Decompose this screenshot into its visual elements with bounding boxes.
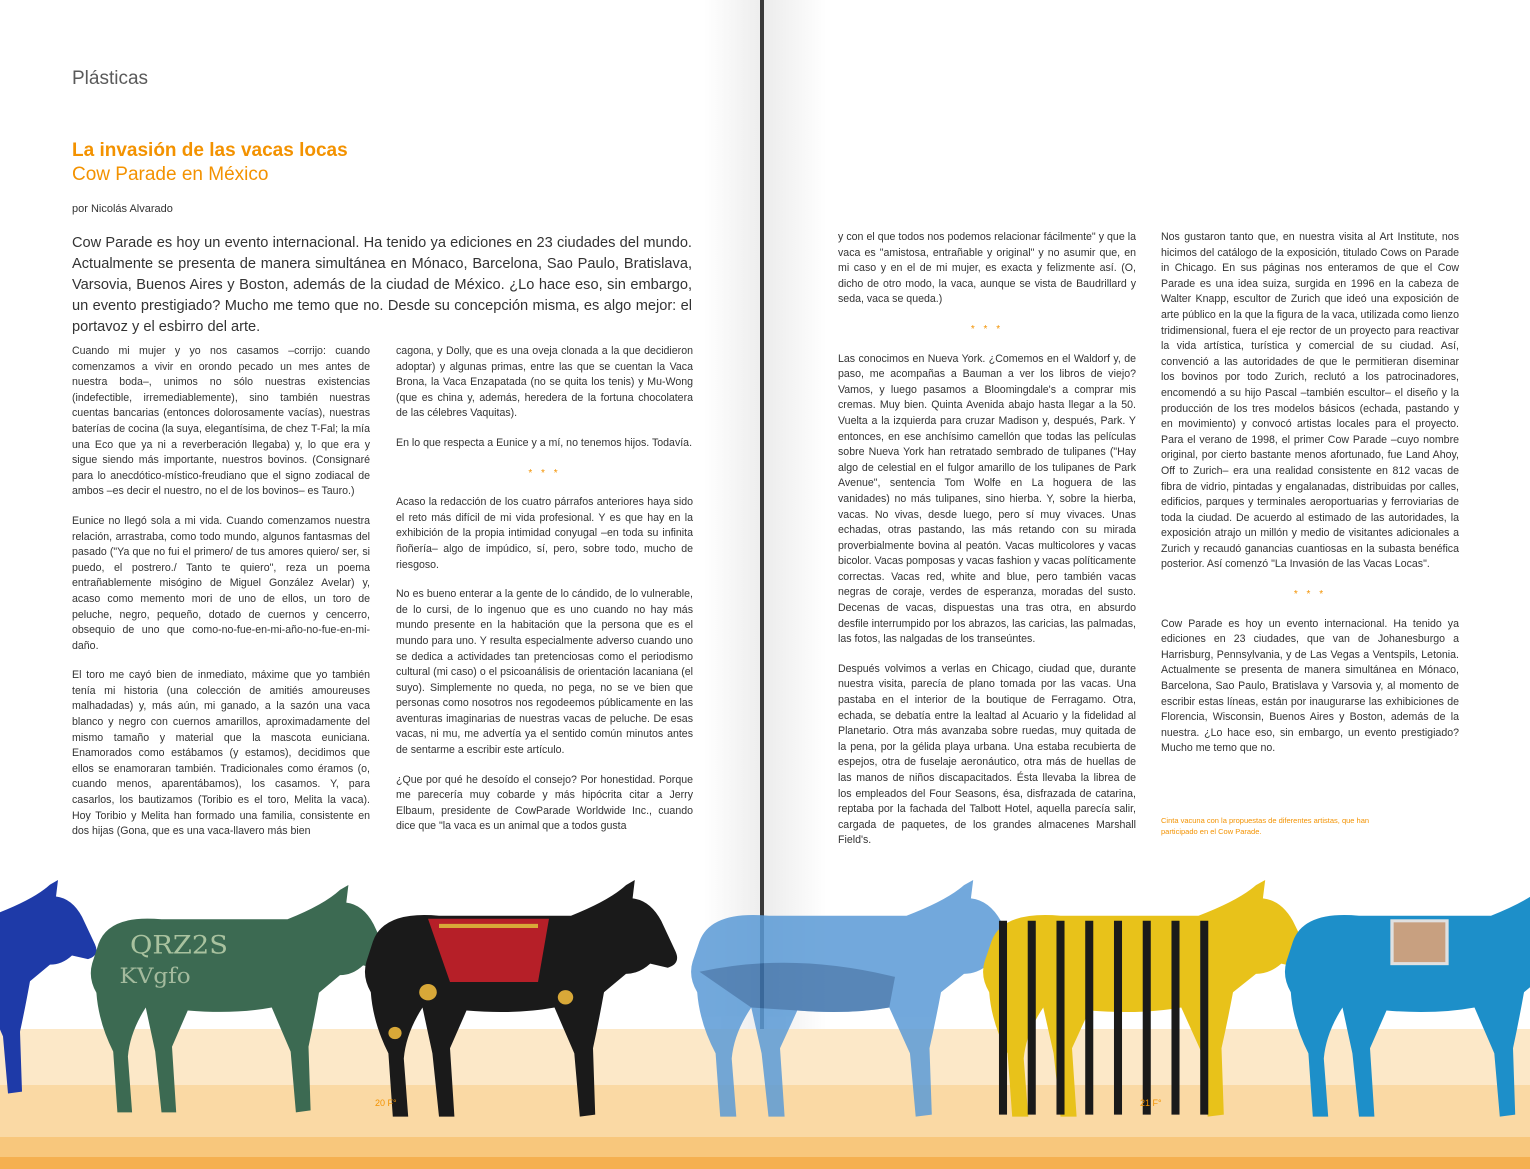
paragraph: Nos gustaron tanto que, en nuestra visita al Art Institute, nos hicimos del catálogo de la exposición, titulado Cows on Parade in Chicago. En sus páginas nos enteramos de que el Cow Parade es una idea suiza, surgida en 1996 en la cabeza de Walter Knapp, escultor de Zurich que ideó una exposición de arte público en la que la figura de la vaca, utilizada como lienzo tridimensional, fuera el eje rector de un proyecto para reactivar la vida artística, turística y comercial de su ciudad. Así, convenció a las autoridades de que le permitieran diseminar los bovinos por todo Zurich, reclutó a los patrocinadores, encomendó a su hijo Pascal –también escultor– el diseño y la producción de los tres modelos básicos (echada, pastando y en movimiento) y convocó artistas locales para el proyecto. Para el verano de 1998, el primer Cow Parade –cuyo nombre original, por cierto bastante menos afortunado, fue Land Ahoy, Off to Zurich– era una realidad consistente en 812 vacas de fibra de vidrio, pintadas y engalanadas, distribuidas por calles, edificios, parques y terminales aeroportuarias y ferroviarias de toda la ciudad. De acuerdo al estimado de las autoridades, la exposición atrajo un millón y medio de visitantes adicionales a Zurich y recaudó ganancias cuantiosas en la subasta benéfica posterior. Así comenzó "La Invasión de las Vacas Locas". [1161,231,1459,571]
cow-figure-2 [91,885,389,1112]
paragraph: Cuando mi mujer y yo nos casamos –corrijo: cuando comenzamos a vivir en orondo pecado un mes antes de nuestra boda–, unimos no sólo nuestras existencias (indefectible, irremediablemente), sino también nuestras cuentas bancarias (entonces dolorosamente vacías), nuestras baterías de cocina (la suya, elegantísima, de chez T-Fal; la mía una Eco que ya ni a reverberación llegaba) y, lo que era y sigue siendo más importante, nuestros bovinos. (Consignaré para lo anecdótico-místico-freudiano que el signo zodiacal de ambos –es decir el nuestro, no el de los bovinos– es Tauro.) [72,345,370,498]
cow-parade-illustration [0,860,1530,1120]
paragraph: Después volvimos a verlas en Chicago, ciudad que, durante nuestra visita, parecía de plano tomada por las vacas. Una pastaba en el interior de la boutique de Ferragamo. Otra, echada, se debatía entre la lealtad al Acuario y la fidelidad al Planetario. Otra más avanzaba sobre ruedas, muy quitada de la pena, por la gélida playa urbana. Una estaba recubierta de espejos, otra de fuselaje aeronáutico, otra más de huellas de las manos de niños discapacitados. Ésta llevaba la librea de los empleados del Four Seasons, ésa, disfrazada de catarina, reptaba por la fachada del Talbott Hotel, aquella parecía salir, cargada de paquetes, de los grandes almacenes Marshall Field's. [838,662,1136,847]
column-3 [838,230,1136,863]
paragraph: ¿Que por qué he desoído el consejo? Por honestidad. Porque me parecería muy cobarde y más hipócrita citar a Jerry Elbaum, presidente de CowParade Worldwide Inc., cuando dice que "la vaca es un animal que a todos gusta [396,773,693,833]
cow-figure-4 [691,880,1017,1117]
paragraph: Cow Parade es hoy un evento internacional. Ha tenido ya ediciones en 23 ciudades, que van de Johanesburgo a Harrisburg, Pennsylvania, y de Las Vegas a Ventspils, Letonia. Actualmente se presenta de manera simultánea en Mónaco, Barcelona, Sao Paulo, Bratislava y Varsovia y, al momento de escribir estas líneas, están por inaugurarse las exhibiciones de Florencia, Wisconsin, Buenos Aires y Boston, además de la nuestra. ¿Lo hace eso, sin embargo, un evento prestigiado? Mucho me temo que no. [1161,617,1459,755]
photo-caption: Cinta vacuna con la propuestas de diferentes artistas, que han participado en el Cow Parade. [1161,816,1370,836]
cow-figure-1 [0,880,96,1093]
section-divider-stars: * * * [970,323,1004,335]
article-subtitle: Cow Parade en México [72,164,269,185]
section-label: Plásticas [72,68,149,89]
paragraph: Acaso la redacción de los cuatro párrafos anteriores haya sido el reto más difícil de mi vida profesional. Y es que hay en la exhibición de la propia intimidad conyugal –en toda su infinita ñoñería– algo de impúdico, sí, pero, sobre todo, mucho de riesgoso. [396,496,693,571]
paragraph: El toro me cayó bien de inmediato, máxime que yo también tenía mi historia (una colección de amitiés amoureuses malhadadas) y, más aún, mi ganado, a la sazón una vaca blanco y negro con cuernos amarillos, aproximadamente del mismo tamaño y material que la mascota euniciana. Enamorados como estábamos (y estamos), decidimos que ellos se enamoraran también. Tradicionales como éramos (o, cuando menos, aparentábamos), los casamos. Y, para casarlos, los bautizamos (Toribio es el toro, Melita la vaca). Hoy Toribio y Melita han formado una familia, consistente en dos hijas (Gona, que es una vaca-llavero más bien [72,669,370,838]
lead-paragraph: Cow Parade es hoy un evento internacional. Ha tenido ya ediciones en 23 ciudades del mundo. Actualmente se presenta de manera simultánea en Mónaco, Barcelona, Sao Paulo, Bratislava, Varsovia, Buenos Aires y Boston, además de la ciudad de México. ¿Lo hace eso, sin embargo, un evento prestigiado? Mucho me temo que no. Desde su concepción misma, es algo mejor: el portavoz y el esbirro del arte. [72,235,692,335]
column-1 [72,344,370,854]
paragraph: cagona, y Dolly, que es una oveja clonada a la que decidieron adoptar) y algunas primas, entre las que se cuentan la Vaca Brona, la Vaca Enzapatada (no se quita los tenis) y Mu-Wong (que es china y, además, heredera de la fortuna chocolatera de las célebres Vaquitas). [396,345,693,420]
column-2 [396,344,693,849]
svg-text:KVgfo: KVgfo [119,963,191,989]
paragraph: En lo que respecta a Eunice y a mí, no tenemos hijos. Todavía. [396,436,693,449]
cow-figure-6 [1285,880,1530,1117]
column-4 [1161,230,1459,771]
paragraph: Eunice no llegó sola a mi vida. Cuando comenzamos nuestra relación, arrastraba, como todo mundo, algunos fantasmas del pasado ("Ya que no fui el primero/ de tus amores quiero/ ser, si puedo, el postrero./ Tanto te quiero", reza un poema entrañablemente misógino de Miguel González Avelar) y, acaso como memento mori de uno de ellos, un toro de peluche, negro, pequeño, dotado de cuernos y cencerro, obsequio de uno que como-no-fue-en-mi-año-no-fue-en-mi-daño. [72,514,370,652]
page-number-left: 20 F° [375,1098,397,1108]
section-divider-stars: * * * [528,467,561,479]
paragraph: Las conocimos en Nueva York. ¿Comemos en el Waldorf y, de paso, me acompañas a Bauman a ver los libros de viejo? Vamos, y luego pasamos a Bloomingdale's a comprar mis cremas. Muy bien. Quinta Avenida abajo hasta llegar a la 50. Vuelta a la izquierda para cruzar Madison y, después, Park. Y entonces, en ese anchísimo camellón que todas las películas sobre Nueva York han retratado sembrado de tulipanes ("Hay algo de celestial en el fulgor amarillo de los tulipanes de Park Avenue", sentencia Tom Wolfe en La hoguera de las vanidades) no más tulipanes, sino hierba. Y, sobre la hierba, vacas. No vivas, desde luego, pero sí muy vivaces. Unas echadas, otras pastando, las más retando con su mirada proverbialmente bovina al peatón. Vacas multicolores y vacas bicolor. Vacas pomposas y vacas fashion y vacas políticamente correctas. Vacas red, white and blue, pero también vacas negras de coraje, verdes de esperanza, moradas del susto. Decenas de vacas, dispuestas una tras otra, en absurdo desfile interrumpido por los abrazos, las caricias, las palmadas, las fotos, las nalgadas de los transeúntes. [838,352,1136,646]
byline: por Nicolás Alvarado [72,203,173,215]
paragraph: No es bueno enterar a la gente de lo cándido, de lo vulnerable, de lo cursi, de lo ingenuo que es uno cuando no hay más mundo presente en la habitación que la persona que es el mundo para uno. Y resulta especialmente adverso cuando uno se dedica a actividades tan pretenciosas como el periodismo cultural (mi caso) o el psicoanálisis de orientación lacaniana (el suyo). Simplemente no queda, no pega, no se ve bien que personas como nosotros nos regodeemos públicamente en las aventuras imaginarias de nuestras vacas de peluche. De esas vacas, ni mu, me advertía ya el sentido común minutos antes de sentarme a escribir este artículo. [396,588,693,757]
page-number-right: 21 F° [1140,1098,1162,1108]
cow-figure-5 [983,880,1309,1117]
paragraph: y con el que todos nos podemos relacionar fácilmente" y que la vaca es "amistosa, entrañable y original" y no asumir que, en mi caso y en el de mi mujer, es exacta y felizmente así. (O, dicho de otro modo, la vaca, aunque se vista de Baudrillard y seda, vaca se queda.) [838,231,1136,306]
cow-figure-3 [365,880,677,1117]
article-title: La invasión de las vacas locas [72,140,348,161]
section-divider-stars: * * * [1293,589,1327,601]
footer-band-dark [0,1157,1530,1169]
svg-text:QRZ2S: QRZ2S [130,930,228,961]
footer-band-orange [0,1137,1530,1157]
